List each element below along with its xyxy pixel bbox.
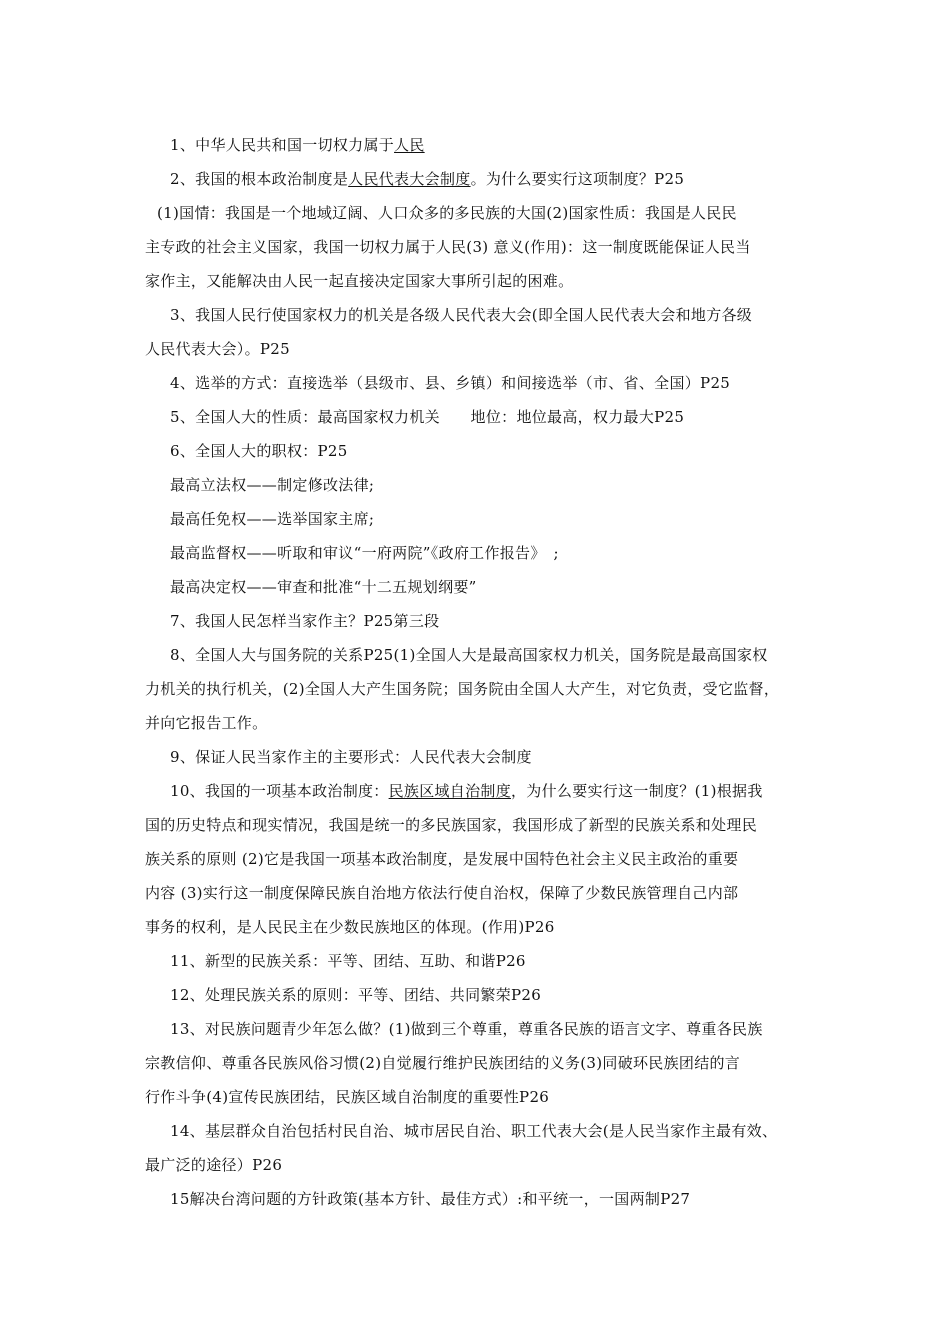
item-12: 12、处理民族关系的原则：平等、团结、共同繁荣P26 xyxy=(170,986,542,1004)
item-11: 11、新型的民族关系：平等、团结、互助、和谐P26 xyxy=(170,952,526,970)
item-6-power-1: 最高立法权——制定修改法律; xyxy=(170,476,375,494)
item-1 xyxy=(170,135,425,155)
item-6-power-3: 最高监督权——听取和审议“一府两院”《政府工作报告》 ; xyxy=(170,544,559,562)
item-13-line-1: 13、对民族问题青少年怎么做？(1)做到三个尊重，尊重各民族的语言文字、尊重各民族 xyxy=(170,1020,763,1038)
item-2-tail: 。为什么要实行这项制度？P25 xyxy=(470,170,685,188)
item-10-line-4: 内容 (3)实行这一制度保障民族自治地方依法行使自治权，保障了少数民族管理自己内部 xyxy=(145,884,739,902)
item-7: 7、我国人民怎样当家作主？P25第三段 xyxy=(170,612,440,630)
item-3-line-2: 人民代表大会）。P25 xyxy=(145,340,290,358)
item-8-line-3: 并向它报告工作。 xyxy=(145,714,268,732)
item-3-line-1: 3、我国人民行使国家权力的机关是各级人民代表大会(即全国人民代表大会和地方各级 xyxy=(170,306,753,324)
item-10-line-5: 事务的权利，是人民民主在少数民族地区的体现。(作用)P26 xyxy=(145,918,555,936)
item-15: 15解决台湾问题的方针政策(基本方针、最佳方式）:和平统一，一国两制P27 xyxy=(170,1190,691,1208)
item-13-line-3: 行作斗争(4)宣传民族团结，民族区域自治制度的重要性P26 xyxy=(145,1088,550,1106)
item-6-power-2: 最高任免权——选举国家主席; xyxy=(170,510,375,528)
item-10-line-1 xyxy=(170,781,763,801)
item-9: 9、保证人民当家作主的主要形式：人民代表大会制度 xyxy=(170,748,532,766)
item-2-line-3: 家作主，又能解决由人民一起直接决定国家大事所引起的困难。 xyxy=(145,272,574,290)
item-2 xyxy=(170,169,684,189)
item-6-power-4: 最高决定权——审查和批准“十二五规划纲要” xyxy=(170,578,477,596)
item-4: 4、选举的方式：直接选举（县级市、县、乡镇）和间接选举（市、省、全国）P25 xyxy=(170,374,731,392)
item-2-text: 2、我国的根本政治制度是 xyxy=(170,170,349,188)
item-10-text: 10、我国的一项基本政治制度： xyxy=(170,782,389,800)
item-5: 5、全国人大的性质：最高国家权力机关 地位：地位最高，权力最大P25 xyxy=(170,408,685,426)
item-14-line-1: 14、基层群众自治包括村民自治、城市居民自治、职工代表大会(是人民当家作主最有效、 xyxy=(170,1122,778,1140)
item-2-underlined: 人民代表大会制度 xyxy=(348,170,471,188)
item-10-line-3: 族关系的原则 (2)它是我国一项基本政治制度，是发展中国特色社会主义民主政治的重要 xyxy=(145,850,739,868)
item-10-tail: ，为什么要实行这一制度？(1)根据我 xyxy=(511,782,763,800)
item-2-line-2: 主专政的社会主义国家，我国一切权力属于人民(3) 意义(作用)：这一制度既能保证人民当 xyxy=(145,238,751,256)
item-14-line-2: 最广泛的途径）P26 xyxy=(145,1156,283,1174)
item-1-underlined: 人民 xyxy=(394,136,425,154)
item-6: 6、全国人大的职权：P25 xyxy=(170,442,348,460)
item-8-line-1: 8、全国人大与国务院的关系P25(1)全国人大是最高国家权力机关，国务院是最高国家权 xyxy=(170,646,768,664)
item-10-line-2: 国的历史特点和现实情况，我国是统一的多民族国家，我国形成了新型的民族关系和处理民 xyxy=(145,816,758,834)
item-2-line-1: (1)国情：我国是一个地域辽阔、人口众多的多民族的大国(2)国家性质：我国是人民民 xyxy=(157,204,737,222)
item-8-line-2: 力机关的执行机关，(2)全国人大产生国务院；国务院由全国人大产生，对它负责，受它监督， xyxy=(145,680,780,698)
item-1-text: 1、中华人民共和国一切权力属于 xyxy=(170,136,395,154)
item-10-underlined: 民族区域自治制度 xyxy=(388,782,511,800)
item-13-line-2: 宗教信仰、尊重各民族风俗习惯(2)自觉履行维护民族团结的义务(3)同破环民族团结的言 xyxy=(145,1054,741,1072)
